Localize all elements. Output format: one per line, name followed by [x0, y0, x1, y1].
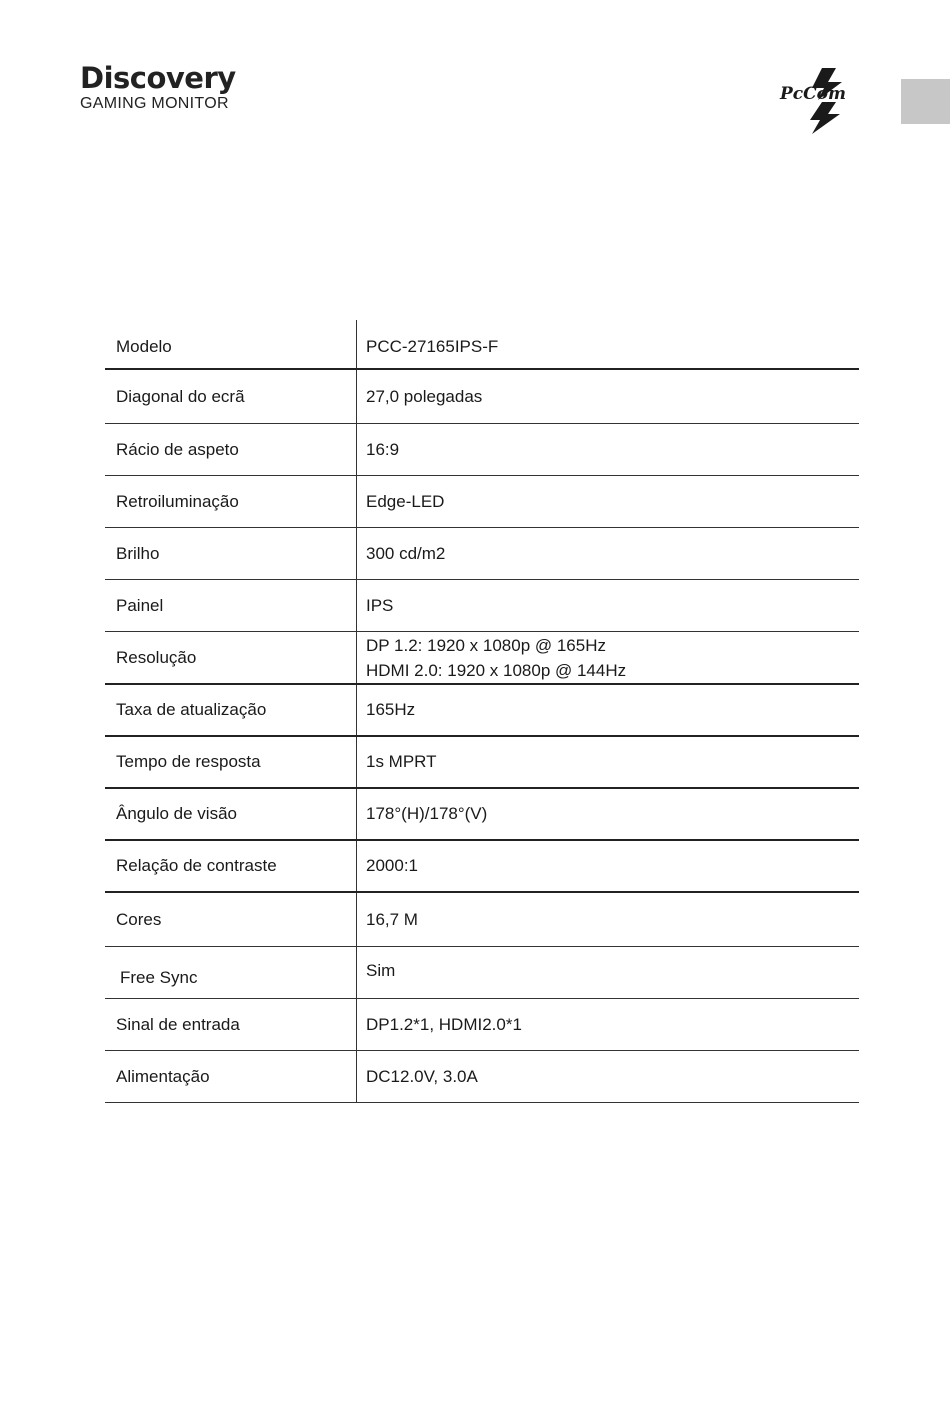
spec-label: Sinal de entrada — [105, 999, 357, 1050]
spec-value: PCC-27165IPS-F — [366, 337, 499, 356]
spec-value: 16:9 — [366, 439, 400, 459]
table-row — [105, 476, 859, 528]
spec-value-line: DP 1.2: 1920 x 1080p @ 165Hz — [366, 635, 606, 655]
spec-value: 300 cd/m2 — [366, 543, 446, 563]
spec-value: 16,7 M — [366, 909, 418, 929]
brand-title: Discovery — [80, 61, 236, 95]
spec-label: Alimentação — [105, 1051, 357, 1102]
spec-label: Tempo de resposta — [105, 737, 357, 787]
table-row — [105, 370, 859, 424]
table-row — [105, 999, 859, 1051]
spec-value — [357, 632, 859, 683]
spec-table — [105, 320, 859, 1103]
table-row — [105, 789, 859, 841]
spec-label: Brilho — [105, 528, 357, 579]
spec-label: Relação de contraste — [105, 841, 357, 891]
spec-label: Diagonal do ecrã — [105, 370, 357, 423]
spec-value: 165Hz — [366, 700, 416, 719]
logo-text: PcCom — [780, 84, 846, 104]
table-row — [105, 424, 859, 476]
table-row — [105, 580, 859, 632]
spec-label: Painel — [105, 580, 357, 631]
spec-label: Taxa de atualização — [105, 685, 357, 735]
brand-subtitle: GAMING MONITOR — [80, 95, 229, 112]
spec-value: 178°(H)/178°(V) — [366, 804, 488, 823]
spec-value: DC12.0V, 3.0A — [366, 1066, 478, 1086]
table-row — [105, 947, 859, 999]
table-row — [105, 737, 859, 789]
spec-value: IPS — [366, 595, 394, 615]
page-tab-marker — [901, 79, 950, 124]
spec-value: DP1.2*1, HDMI2.0*1 — [366, 1014, 522, 1034]
spec-value: Edge-LED — [366, 491, 445, 511]
table-row — [105, 528, 859, 580]
spec-label: Free Sync — [105, 947, 357, 998]
pccom-logo — [778, 68, 870, 134]
table-row — [105, 1051, 859, 1103]
spec-label: Retroiluminação — [105, 476, 357, 527]
table-row — [105, 320, 859, 370]
spec-value: 2000:1 — [366, 856, 418, 875]
table-row — [105, 893, 859, 947]
spec-value: 1s MPRT — [366, 752, 437, 771]
spec-label: Ângulo de visão — [105, 789, 357, 839]
spec-label: Resolução — [105, 632, 357, 683]
table-row — [105, 632, 859, 685]
spec-label: Rácio de aspeto — [105, 424, 357, 475]
spec-value: 27,0 polegadas — [366, 386, 483, 406]
brand-header — [80, 62, 236, 114]
table-row — [105, 685, 859, 737]
spec-label: Modelo — [105, 320, 357, 368]
spec-value-line: HDMI 2.0: 1920 x 1080p @ 144Hz — [366, 660, 627, 680]
spec-value: Sim — [366, 960, 396, 980]
spec-label: Cores — [105, 893, 357, 946]
table-row — [105, 841, 859, 893]
